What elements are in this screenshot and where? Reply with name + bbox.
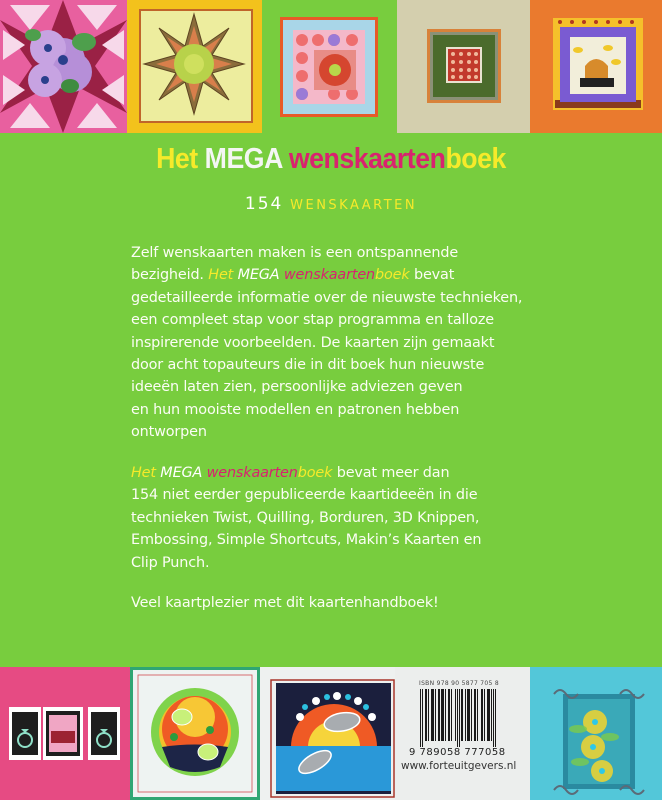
cross-stitch-card-photo xyxy=(397,0,530,133)
beehive-illustration xyxy=(530,0,662,133)
book-title xyxy=(26,143,635,176)
publisher-website: www.forteuitgevers.nl xyxy=(401,760,517,772)
text-fragment: bezigheid. xyxy=(131,267,209,284)
inline-title-wenskaarten: wenskaarten xyxy=(283,267,376,284)
barcode-panel xyxy=(395,667,530,800)
title-wenskaartenboek xyxy=(289,143,506,175)
barcode-icon xyxy=(420,689,506,745)
leaf-star-illustration xyxy=(127,0,262,133)
cross-stitch-illustration xyxy=(397,0,530,133)
inline-title-mega: MEGA xyxy=(155,465,207,481)
book-subtitle xyxy=(0,194,662,214)
quilled-flower-card-photo xyxy=(530,667,662,800)
text-line: Embossing, Simple Shortcuts, Makin’s Kaarten en xyxy=(131,532,482,549)
flower-pattern-card-photo xyxy=(262,0,397,133)
subtitle-word: WENSKAARTEN xyxy=(290,198,418,213)
star-flower-illustration xyxy=(0,0,127,133)
text-line: Clip Punch. xyxy=(131,554,210,571)
dolphin-card-photo xyxy=(260,667,395,800)
text-fragment: bevat xyxy=(409,267,455,284)
text-line: ideeën laten zien, persoonlijke adviezen geven xyxy=(131,379,463,396)
text-line: inspirerende voorbeelden. De kaarten zijn gemaakt xyxy=(131,334,495,351)
text-line: een compleet stap voor stap programma en talloze xyxy=(131,312,495,329)
title-wenskaarten: wenskaarten xyxy=(288,143,446,175)
quilled-flower-illustration xyxy=(530,667,662,800)
description-paragraph-2 xyxy=(131,462,561,574)
title-boek: boek xyxy=(445,143,506,175)
closing-line xyxy=(131,592,561,614)
text-line: Veel kaartplezier met dit kaartenhandboek! xyxy=(131,595,439,611)
ring-stamp-card-photo xyxy=(0,667,130,800)
inline-title-het: Het xyxy=(208,267,234,284)
dolphin-illustration xyxy=(260,667,395,800)
ean-number: 9 789058 777058 xyxy=(409,747,506,758)
inline-title-boek: boek xyxy=(297,465,333,481)
title-het: Het xyxy=(156,143,198,175)
text-line: door acht topauteurs die in dit boek hun nieuwste xyxy=(131,357,485,374)
inline-title-wenskaarten: wenskaarten xyxy=(206,465,298,481)
text-line: technieken Twist, Quilling, Borduren, 3D Knippen, xyxy=(131,509,480,526)
star-flower-card-photo xyxy=(0,0,127,133)
title-mega: MEGA xyxy=(204,143,282,175)
inline-title-het: Het xyxy=(131,465,156,481)
text-line xyxy=(131,264,561,286)
beehive-card-photo xyxy=(530,0,662,133)
flower-pattern-illustration xyxy=(262,0,397,133)
subtitle-count: 154 xyxy=(244,194,284,214)
text-line: ontworpen xyxy=(131,424,207,441)
text-line: Zelf wenskaarten maken is een ontspannende xyxy=(131,245,459,261)
inline-title-boek: boek xyxy=(375,267,410,284)
inline-title-mega: MEGA xyxy=(233,267,284,284)
text-line: gedetailleerde informatie over de nieuwste technieken, xyxy=(131,289,523,306)
text-line: 154 niet eerder gepubliceerde kaartideeën in die xyxy=(131,487,478,504)
isbn-label: ISBN 978 90 5877 705 8 xyxy=(419,680,499,687)
description-paragraph-1 xyxy=(131,242,561,444)
text-fragment: bevat meer dan xyxy=(332,465,450,481)
frog-illustration xyxy=(130,667,260,800)
text-line: en hun mooiste modellen en patronen hebben xyxy=(131,401,460,418)
ring-stamps-illustration xyxy=(0,667,130,800)
leaf-star-card-photo xyxy=(127,0,262,133)
text-line xyxy=(131,462,561,484)
frog-card-photo xyxy=(130,667,260,800)
